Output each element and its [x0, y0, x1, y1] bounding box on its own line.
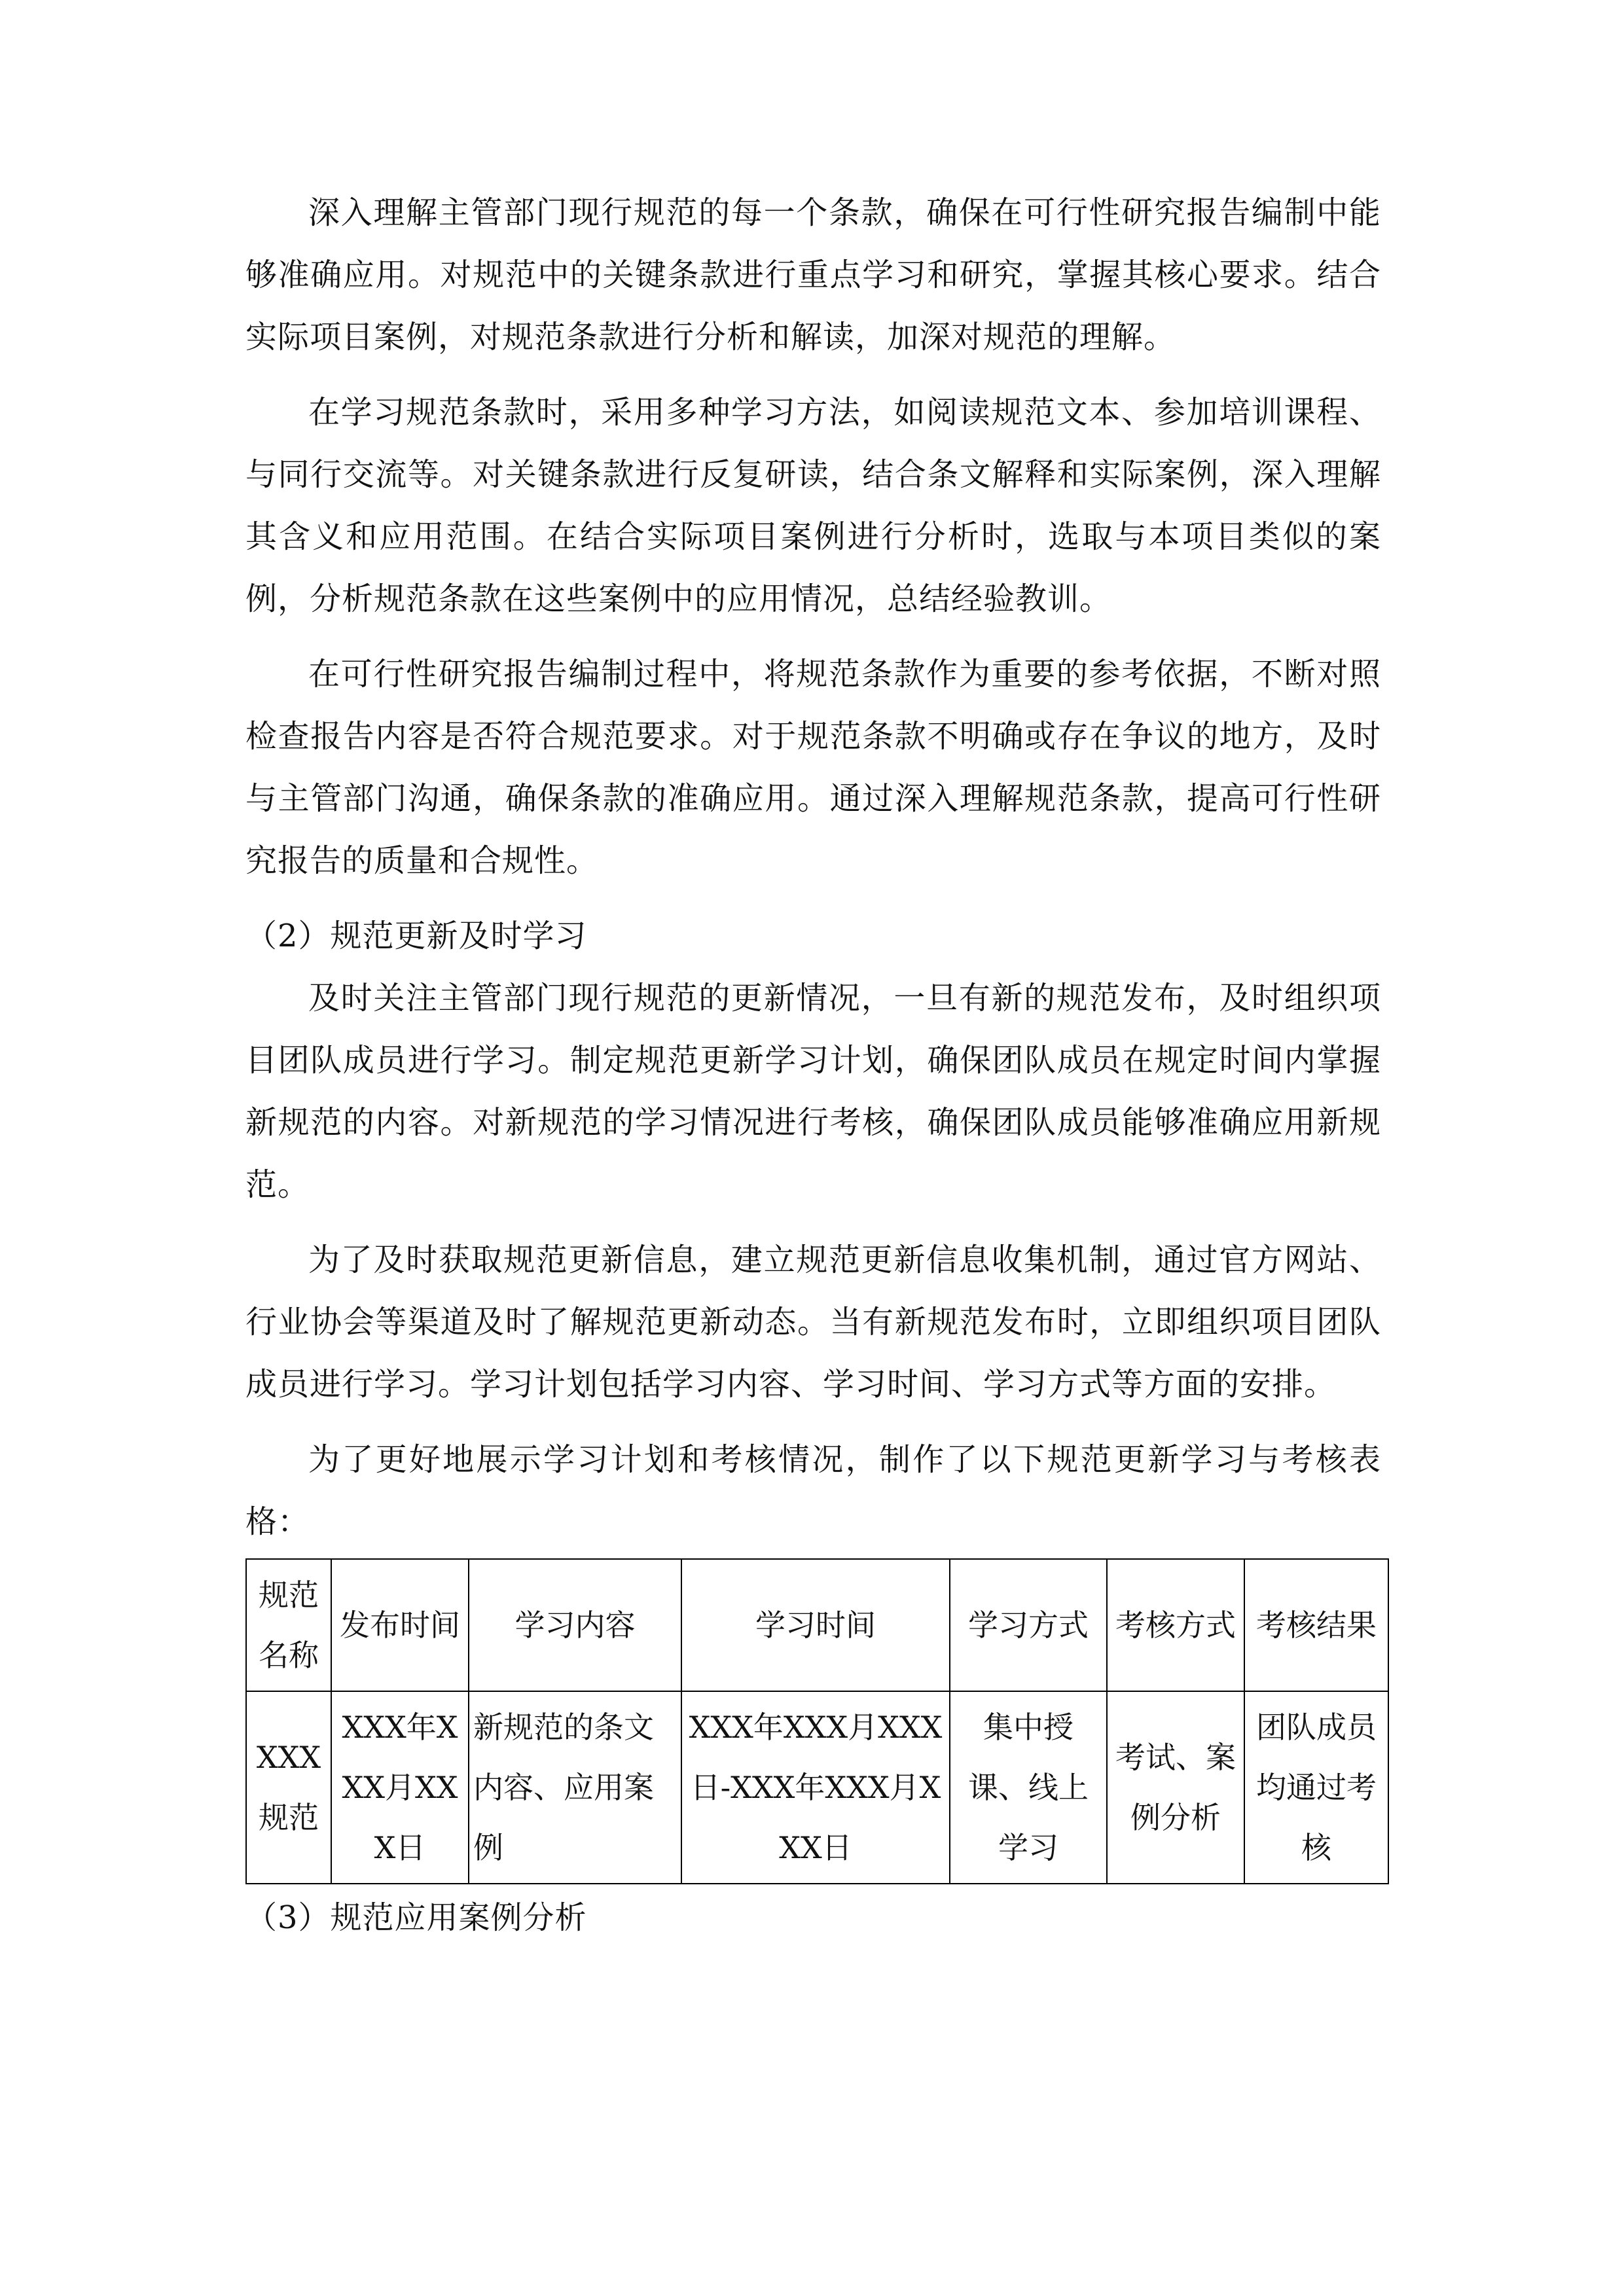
document-page	[245, 182, 1381, 1949]
table-header-cell: 学习时间	[681, 1559, 950, 1691]
table-header-cell: 学习内容	[469, 1559, 681, 1691]
paragraph: 及时关注主管部门现行规范的更新情况，一旦有新的规范发布，及时组织项目团队成员进行学习。制定规范更新学习计划，确保团队成员在规定时间内掌握新规范的内容。对新规范的学习情况进行考核，确保团队成员能够准确应用新规范。	[245, 980, 1381, 1203]
table-cell: 集中授课、线上学习	[950, 1691, 1107, 1884]
paragraph: 在学习规范条款时，采用多种学习方法，如阅读规范文本、参加培训课程、与同行交流等。对关键条款进行反复研读，结合条文解释和实际案例，深入理解其含义和应用范围。在结合实际项目案例进行分析时，选取与本项目类似的案例，分析规范条款在这些案例中的应用情况，总结经验教训。	[245, 394, 1381, 617]
table-header-cell: 学习方式	[950, 1559, 1107, 1691]
learning-assessment-table	[245, 1558, 1389, 1884]
section-heading: （3）规范应用案例分析	[245, 1899, 587, 1936]
paragraph: 深入理解主管部门现行规范的每一个条款，确保在可行性研究报告编制中能够准确应用。对规范中的关键条款进行重点学习和研究，掌握其核心要求。结合实际项目案例，对规范条款进行分析和解读，加深对规范的理解。	[245, 194, 1381, 355]
table-cell: XXX年XXX月XXX日	[331, 1691, 469, 1884]
table-cell: 考试、案例分析	[1107, 1691, 1244, 1884]
table-header-cell: 发布时间	[331, 1559, 469, 1691]
table-cell: 新规范的条文内容、应用案例	[469, 1691, 681, 1884]
table-cell: XXX年XXX月XXX日-XXX年XXX月XXX日	[681, 1691, 950, 1884]
table-header-cell: 考核结果	[1244, 1559, 1388, 1691]
paragraph: 在可行性研究报告编制过程中，将规范条款作为重要的参考依据，不断对照检查报告内容是否符合规范要求。对于规范条款不明确或存在争议的地方，及时与主管部门沟通，确保条款的准确应用。通过深入理解规范条款，提高可行性研究报告的质量和合规性。	[245, 656, 1381, 879]
table-row	[246, 1691, 1388, 1884]
table-cell: 团队成员均通过考核	[1244, 1691, 1388, 1884]
table-header-cell: 规范名称	[246, 1559, 331, 1691]
paragraph: 为了更好地展示学习计划和考核情况，制作了以下规范更新学习与考核表格：	[245, 1441, 1381, 1540]
paragraph: 为了及时获取规范更新信息，建立规范更新信息收集机制，通过官方网站、行业协会等渠道及时了解规范更新动态。当有新规范发布时，立即组织项目团队成员进行学习。学习计划包括学习内容、学习时间、学习方式等方面的安排。	[245, 1242, 1381, 1403]
table-header-cell: 考核方式	[1107, 1559, 1244, 1691]
table-header-row	[246, 1559, 1388, 1691]
table-cell: XXX规范	[246, 1691, 331, 1884]
section-heading: （2）规范更新及时学习	[245, 918, 587, 954]
